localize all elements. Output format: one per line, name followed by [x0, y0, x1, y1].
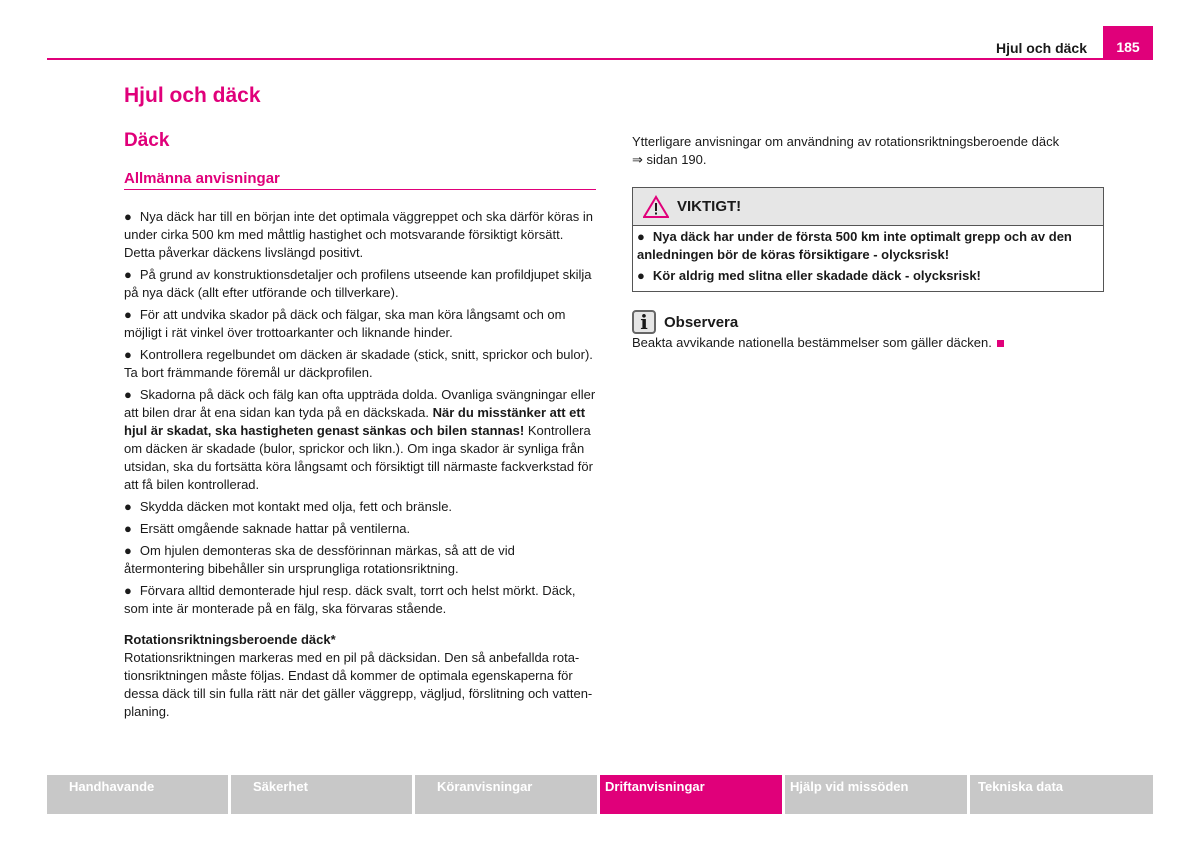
- tab-tekniska-data[interactable]: Tekniska data: [970, 775, 1153, 814]
- note-text: [632, 334, 1104, 352]
- warning-title: VIKTIGT!: [677, 198, 742, 215]
- tab-handhavande[interactable]: Handhavande: [47, 775, 228, 814]
- bullet-icon: ●: [124, 521, 132, 536]
- intro-text: [632, 133, 1104, 169]
- list-item-text: Om hjulen demonteras ska de dessförinnan märkas, så att de vid återmontering bibehåller sin ursprungliga rotationsriktning.: [124, 543, 515, 576]
- bullet-icon: ●: [124, 387, 132, 402]
- bullet-list: [124, 208, 596, 618]
- note-header: [632, 310, 1104, 334]
- warning-item: [637, 228, 1099, 264]
- subsection-title: Allmänna anvisningar: [124, 170, 596, 190]
- end-of-section-icon: [997, 340, 1004, 347]
- right-column: [632, 133, 1104, 352]
- bullet-icon: ●: [124, 347, 132, 362]
- header-rule: [47, 58, 1153, 60]
- list-item-text: Kontrollera om däcken är skadade (bulor, sprickor och likn.). Om inga skador är synliga från utsidan, ska du fortsätta köra långsamt och försiktigt till närmaste fackverkstad för att få bilen kontrollerad.: [124, 423, 593, 492]
- chapter-nav: [47, 775, 1153, 814]
- list-item: [124, 266, 596, 302]
- info-icon: i: [632, 310, 656, 334]
- list-item-text: Ersätt omgående saknade hattar på ventilerna.: [139, 521, 411, 536]
- list-item: [124, 306, 596, 342]
- list-item-text: För att undvika skador på däck och fälgar, ska man köra långsamt och om möjligt i rät vinkel över trottoarkanter och liknande hinder.: [124, 307, 566, 340]
- list-item: [124, 582, 596, 618]
- left-column: [124, 84, 596, 721]
- list-item-text: Skadorna på däck och fälg kan ofta uppträda dolda. Ovanliga svängningar eller att bilen drar åt ena sidan kan tyda på en däckskada.: [124, 387, 596, 420]
- warning-item: [637, 267, 1099, 285]
- chapter-title: Hjul och däck: [124, 84, 261, 107]
- running-header-title: Hjul och däck: [995, 40, 1087, 56]
- list-item: [124, 346, 596, 382]
- warning-triangle-icon: [643, 195, 669, 219]
- tab-sakerhet[interactable]: Säkerhet: [231, 775, 412, 814]
- page-reference-link[interactable]: ⇒ sidan 190.: [632, 152, 707, 167]
- list-item: [124, 498, 596, 516]
- list-item: [124, 542, 596, 578]
- bullet-icon: ●: [637, 229, 645, 244]
- tab-driftanvisningar[interactable]: Driftanvisningar: [600, 775, 782, 814]
- rotation-paragraph: Rotationsriktningen markeras med en pil på däcksidan. Den så anbefallda rota-tionsriktningen måste följas. Endast då kommer de optimala egenskaperna för dessa däck till sin fulla rätt när det gäller väggrepp, vägljud, förslitning och vatten-planing.: [124, 650, 593, 719]
- list-item: [124, 520, 596, 538]
- bullet-icon: ●: [124, 209, 132, 224]
- section-title: Däck: [124, 130, 170, 151]
- bullet-icon: ●: [124, 307, 132, 322]
- warning-item-text: Nya däck har under de första 500 km inte optimalt grepp och av den anledningen bör de köras försiktigare - olycksrisk!: [637, 229, 1072, 262]
- list-item-text: Skydda däcken mot kontakt med olja, fett och bränsle.: [139, 499, 453, 514]
- intro-sentence: Ytterligare anvisningar om användning av rotationsriktningsberoende däck: [632, 134, 1060, 149]
- warning-header: [633, 188, 1103, 226]
- note-sentence: Beakta avvikande nationella bestämmelser som gäller däcken.: [632, 335, 992, 350]
- bullet-icon: ●: [124, 543, 132, 558]
- warning-body: [633, 226, 1103, 291]
- bullet-icon: ●: [124, 267, 132, 282]
- bullet-icon: ●: [637, 268, 645, 283]
- page-number: 185: [1103, 26, 1153, 60]
- list-item-text: Kontrollera regelbundet om däcken är skadade (stick, snitt, sprickor och bulor). Ta bort främmande föremål ur däckprofilen.: [124, 347, 593, 380]
- bullet-icon: ●: [124, 583, 132, 598]
- warning-item-text: Kör aldrig med slitna eller skadade däck - olycksrisk!: [652, 268, 981, 283]
- bullet-icon: ●: [124, 499, 132, 514]
- list-item-text: På grund av konstruktionsdetaljer och profilens utseende kan profildjupet skilja på nya däck (allt efter utförande och tillverkare).: [124, 267, 592, 300]
- tab-koranvisningar[interactable]: Köranvisningar: [415, 775, 597, 814]
- rotation-subheading: Rotationsriktningsberoende däck*: [124, 632, 336, 647]
- note-title: Observera: [664, 313, 739, 331]
- tab-hjalp-vid-missoden[interactable]: Hjälp vid missöden: [785, 775, 967, 814]
- warning-box: [632, 187, 1104, 292]
- list-item: [124, 208, 596, 262]
- list-item-text: Förvara alltid demonterade hjul resp. däck svalt, torrt och helst mörkt. Däck, som inte är monterade på en fälg, ska förvaras stående.: [124, 583, 576, 616]
- list-item-emphasis: När du misstänker att ett hjul är skadat, ska hastigheten genast sänkas och bilen stannas!: [124, 405, 586, 438]
- list-item-text: Nya däck har till en början inte det optimala väggreppet och ska därför köras in under cirka 500 km med måttlig hastighet och motsvarande försiktigt körsätt. Detta påverkar däckens livslängd positivt.: [124, 209, 593, 260]
- list-item: [124, 386, 596, 494]
